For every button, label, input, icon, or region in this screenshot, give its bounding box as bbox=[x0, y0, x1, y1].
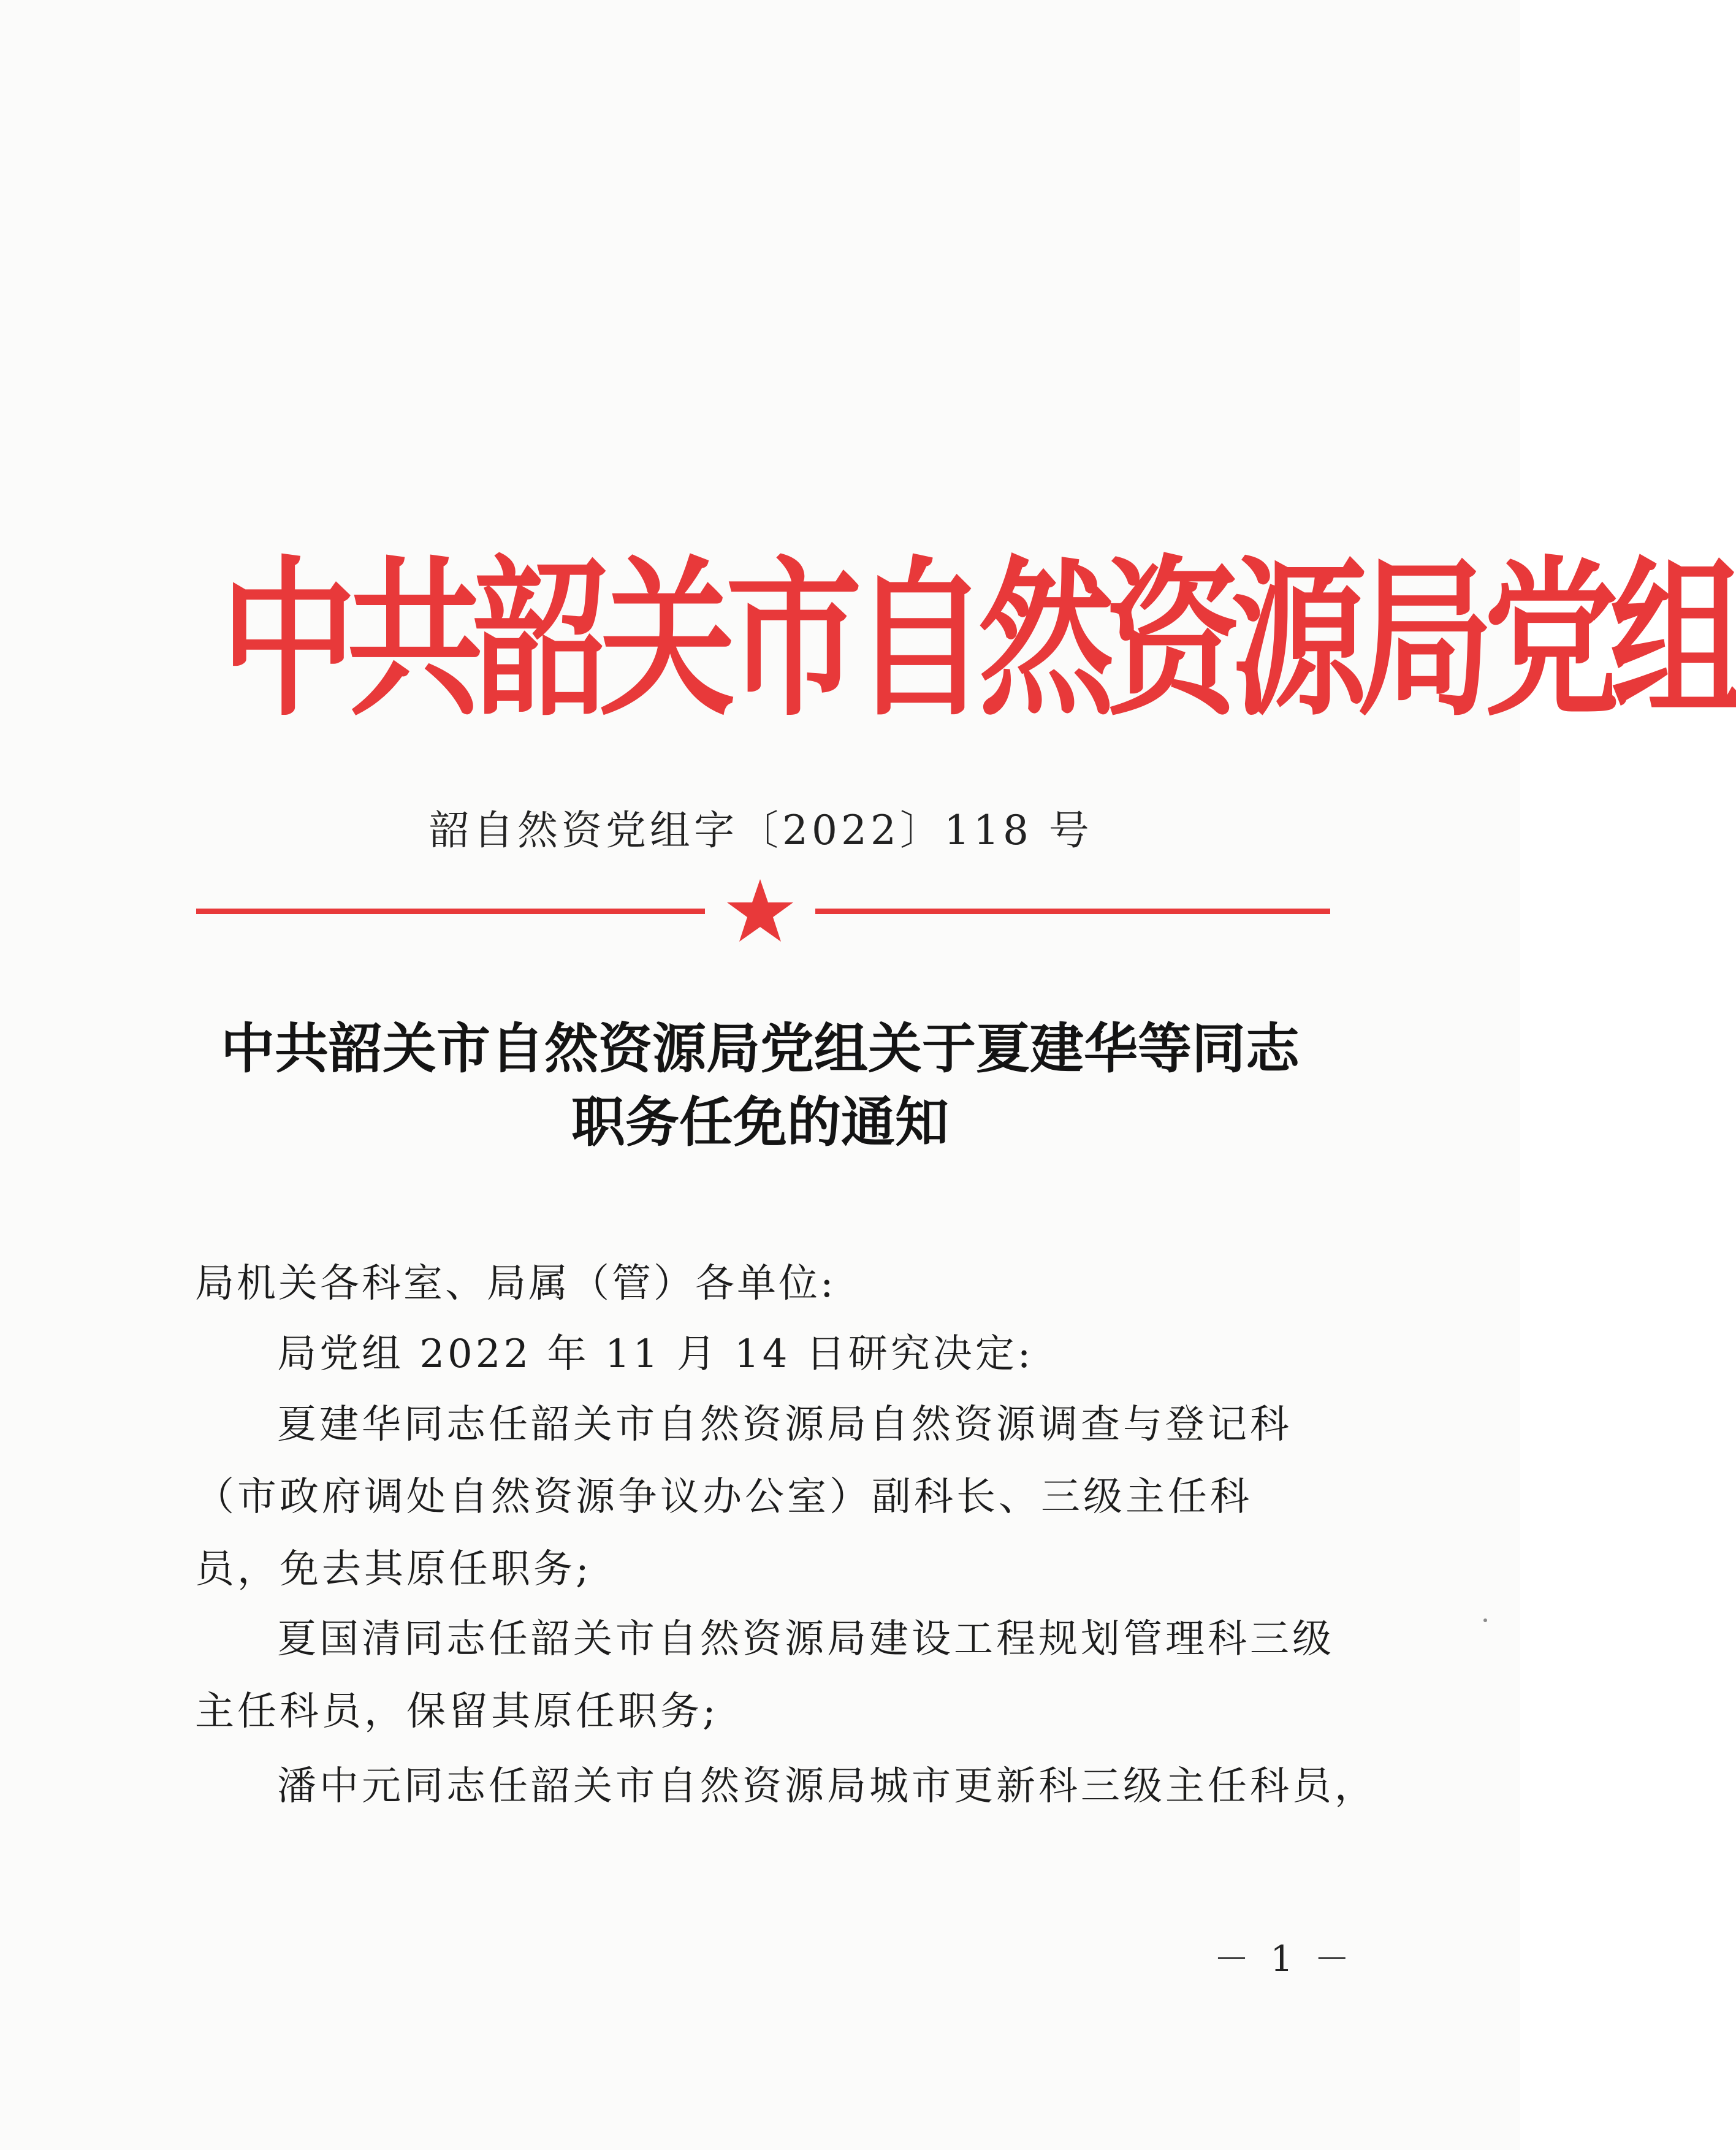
body-paragraph-decision: 局党组 2022 年 11 月 14 日研究决定: bbox=[277, 1332, 1034, 1377]
red-star-icon bbox=[723, 877, 797, 944]
salutation: 局机关各科室、局属（管）各单位: bbox=[195, 1261, 836, 1306]
red-divider bbox=[196, 877, 1330, 944]
body-paragraph-appointment-1: 夏建华同志任韶关市自然资源局自然资源调查与登记科（市政府调处自然资源争议办公室）副科长、三级主任科员，免去其原任职务; bbox=[195, 1402, 1292, 1592]
divider-line-right bbox=[815, 909, 1330, 914]
page-number: － 1 － bbox=[1214, 1938, 1355, 1980]
divider-line-left bbox=[196, 909, 705, 914]
scan-speck bbox=[1483, 1618, 1487, 1622]
body-paragraph-appointment-2: 夏国清同志任韶关市自然资源局建设工程规划管理科三级主任科员，保留其原任职务; bbox=[195, 1617, 1334, 1734]
body-paragraph-appointment-3: 潘中元同志任韶关市自然资源局城市更新科三级主任科员， bbox=[277, 1764, 1377, 1809]
notice-title bbox=[184, 1012, 1336, 1159]
notice-title-line-2: 职务任免的通知 bbox=[571, 1090, 949, 1154]
notice-title-line-1: 中共韶关市自然资源局党组关于夏建华等同志 bbox=[220, 1016, 1300, 1080]
document-number: 韶自然资党组字〔2022〕118 号 bbox=[429, 807, 1093, 854]
red-header-org-name: 中共韶关市自然资源局党组 bbox=[221, 541, 1736, 740]
